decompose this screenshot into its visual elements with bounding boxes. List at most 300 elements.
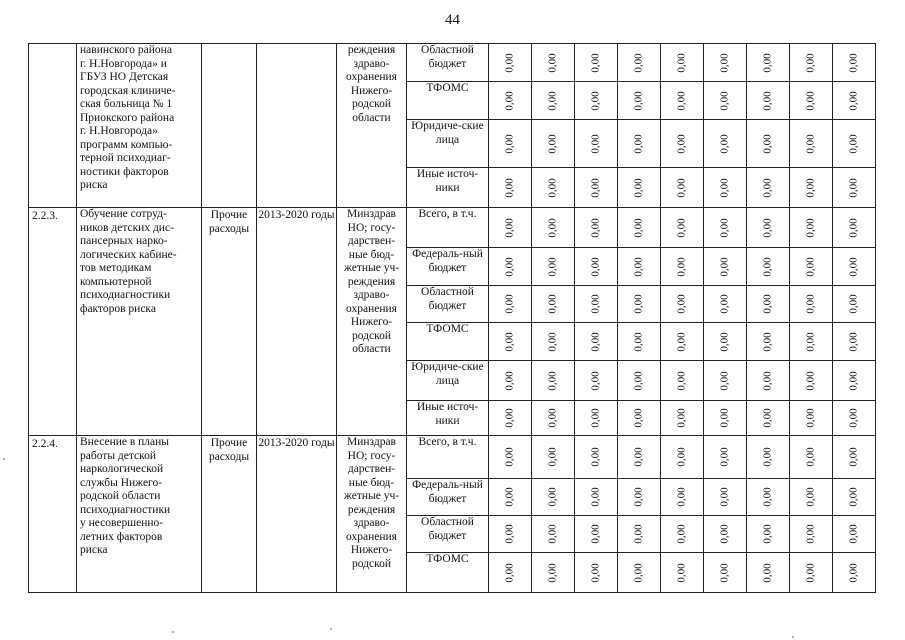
value-text: 0,00 [847,90,860,111]
value-text: 0,00 [632,447,645,467]
value-text: 0,00 [632,524,645,544]
value-cell [747,120,790,168]
value-cell [489,553,532,593]
value-text: 0,00 [546,294,559,314]
value-cell [790,479,833,516]
value-cell [833,44,876,82]
value-cell [747,208,790,248]
value-cell [489,516,532,553]
name-line: у несовершенно- [80,517,164,529]
value-cell [790,248,833,286]
value-text: 0,00 [503,256,516,277]
value-cell [532,436,575,479]
value-cell [747,436,790,479]
value-text: 0,00 [718,256,731,277]
executor-line: ные бюд- [348,476,395,489]
value-text: 0,00 [546,256,559,277]
value-cell [532,168,575,208]
value-cell [747,286,790,323]
executor [337,436,407,593]
executor [337,208,407,436]
value-cell [532,553,575,593]
funding-source: ТФОМС [407,82,489,120]
executor-line: НО; госу- [347,221,396,234]
executor-line: области [352,343,391,355]
expense-type [202,44,257,208]
value-cell [532,479,575,516]
value-text: 0,00 [503,217,516,238]
name-line: ская больница № 1 [80,98,173,110]
value-text: 0,00 [847,447,860,467]
value-text: 0,00 [589,133,602,154]
value-text: 0,00 [546,524,559,544]
value-cell [704,44,747,82]
value-cell [704,361,747,401]
value-text: 0,00 [761,256,774,277]
value-cell [532,323,575,361]
value-text: 0,00 [675,408,688,428]
value-cell [532,248,575,286]
value-text: 0,00 [546,408,559,428]
funding-source: ТФОМС [407,553,489,593]
value-text: 0,00 [804,447,817,467]
value-cell [575,516,618,553]
value-text: 0,00 [632,370,645,391]
name-line: г. Н.Новгорода» [80,125,158,137]
value-text: 0,00 [847,370,860,391]
table-row [29,436,876,479]
value-cell [661,436,704,479]
funding-source: Иные источ-ники [407,401,489,436]
value-cell [489,168,532,208]
period [257,44,337,208]
value-cell [575,323,618,361]
name-line: ГБУЗ НО Детская [80,71,169,83]
value-text: 0,00 [503,447,516,467]
table-row [29,208,876,248]
value-cell [489,436,532,479]
value-cell [704,168,747,208]
value-text: 0,00 [675,487,688,507]
value-cell [704,479,747,516]
value-cell [704,436,747,479]
value-cell [661,286,704,323]
value-text: 0,00 [761,133,774,154]
value-cell [575,120,618,168]
value-text: 0,00 [675,217,688,238]
value-text: 0,00 [718,217,731,238]
value-cell [618,323,661,361]
value-text: 0,00 [589,524,602,544]
value-cell [532,286,575,323]
value-text: 0,00 [847,562,860,583]
value-text: 0,00 [546,217,559,238]
funding-source: ТФОМС [407,323,489,361]
value-text: 0,00 [589,562,602,583]
name-line: ников детских дис- [80,221,174,234]
scan-speck [330,628,332,630]
funding-source: Федераль-ный бюджет [407,248,489,286]
value-cell [575,401,618,436]
value-text: 0,00 [675,177,688,198]
value-cell [489,208,532,248]
value-text: 0,00 [503,408,516,428]
value-text: 0,00 [675,256,688,277]
funding-table [28,43,876,593]
value-text: 0,00 [675,331,688,352]
value-cell [618,479,661,516]
value-text: 0,00 [718,177,731,198]
value-text: 0,00 [589,370,602,391]
value-cell [747,248,790,286]
value-cell [618,82,661,120]
value-text: 0,00 [804,331,817,352]
value-text: 0,00 [632,133,645,154]
value-text: 0,00 [718,524,731,544]
item-name [77,436,202,593]
funding-source: Юридиче-ские лица [407,120,489,168]
name-line: компьютерной [80,275,152,288]
value-cell [833,286,876,323]
value-text: 0,00 [761,487,774,507]
value-text: 0,00 [804,217,817,238]
value-text: 0,00 [847,408,860,428]
value-cell [833,361,876,401]
value-text: 0,00 [503,524,516,544]
item-number: 2.2.3. [29,208,77,436]
value-cell [532,401,575,436]
value-text: 0,00 [546,133,559,154]
value-cell [704,286,747,323]
value-cell [833,168,876,208]
value-cell [618,361,661,401]
value-text: 0,00 [503,370,516,391]
value-text: 0,00 [675,447,688,467]
value-text: 0,00 [761,217,774,238]
value-text: 0,00 [589,408,602,428]
name-line: программ компью- [80,138,173,151]
value-cell [532,516,575,553]
item-number [29,44,77,208]
executor-line: реждения [347,275,396,288]
value-cell [790,82,833,120]
value-cell [747,168,790,208]
value-text: 0,00 [675,370,688,391]
funding-source: Областной бюджет [407,44,489,82]
executor-line: ные бюд- [348,248,395,261]
value-text: 0,00 [718,447,731,467]
value-cell [489,82,532,120]
value-text: 0,00 [847,177,860,198]
value-text: 0,00 [503,562,516,583]
value-cell [790,553,833,593]
name-line: летних факторов [80,530,163,543]
value-cell [489,286,532,323]
value-text: 0,00 [632,217,645,238]
value-cell [489,120,532,168]
page-number: 44 [445,12,460,28]
value-cell [833,516,876,553]
value-cell [661,208,704,248]
value-text: 0,00 [761,408,774,428]
value-cell [661,168,704,208]
expense-type: Прочие расходы [202,436,257,593]
executor-line: Нижего- [350,316,393,328]
value-cell [747,44,790,82]
value-text: 0,00 [503,177,516,198]
value-text: 0,00 [718,331,731,352]
value-cell [618,553,661,593]
value-text: 0,00 [546,562,559,583]
value-cell [661,120,704,168]
value-cell [618,286,661,323]
value-cell [704,248,747,286]
value-text: 0,00 [632,294,645,314]
value-cell [661,248,704,286]
name-line: городская клиниче- [80,84,176,97]
value-text: 0,00 [632,487,645,507]
value-text: 0,00 [546,370,559,391]
value-cell [661,361,704,401]
value-cell [532,44,575,82]
value-text: 0,00 [503,331,516,352]
name-line: работы детской [80,449,157,462]
value-cell [704,553,747,593]
value-cell [575,248,618,286]
executor-line: здраво- [353,517,390,529]
value-cell [618,168,661,208]
value-text: 0,00 [804,562,817,583]
value-text: 0,00 [847,133,860,154]
funding-source: Иные источ-ники [407,168,489,208]
value-cell [661,553,704,593]
value-text: 0,00 [546,331,559,352]
executor-line: области [352,111,391,124]
executor-line: охранения [346,71,397,83]
value-cell [704,323,747,361]
value-cell [790,361,833,401]
executor-line: Нижего- [350,544,393,556]
value-text: 0,00 [546,177,559,198]
value-text: 0,00 [718,133,731,154]
funding-source: Областной бюджет [407,286,489,323]
value-text: 0,00 [804,487,817,507]
value-text: 0,00 [804,90,817,111]
value-cell [833,323,876,361]
executor-line: НО; госу- [347,449,396,462]
value-text: 0,00 [761,447,774,467]
table-row [29,44,876,82]
value-cell [489,479,532,516]
value-text: 0,00 [503,133,516,154]
funding-source: Областной бюджет [407,516,489,553]
value-cell [532,208,575,248]
value-cell [618,120,661,168]
value-cell [532,120,575,168]
value-text: 0,00 [546,487,559,507]
value-cell [489,361,532,401]
value-text: 0,00 [675,524,688,544]
value-cell [575,286,618,323]
value-cell [704,82,747,120]
executor-line: реждения [347,44,396,56]
value-cell [833,120,876,168]
value-cell [661,323,704,361]
value-text: 0,00 [632,52,645,73]
value-text: 0,00 [761,177,774,198]
scan-speck [172,631,174,633]
executor-line: охранения [346,302,397,315]
value-text: 0,00 [847,52,860,73]
value-text: 0,00 [761,524,774,544]
funding-source: Всего, в т.ч. [407,436,489,479]
value-text: 0,00 [675,90,688,111]
value-text: 0,00 [804,294,817,314]
value-text: 0,00 [718,52,731,73]
executor-line: здраво- [353,289,390,301]
value-text: 0,00 [589,52,602,73]
value-text: 0,00 [675,52,688,73]
value-text: 0,00 [804,52,817,73]
value-cell [790,401,833,436]
value-text: 0,00 [675,294,688,314]
value-cell [833,248,876,286]
value-cell [661,516,704,553]
value-text: 0,00 [718,294,731,314]
scan-speck [792,636,794,638]
executor-line: жетные уч- [343,490,400,502]
executor-line: здраво- [353,57,390,70]
value-cell [532,82,575,120]
value-text: 0,00 [761,294,774,314]
value-cell [575,208,618,248]
value-cell [833,479,876,516]
value-text: 0,00 [804,133,817,154]
value-text: 0,00 [503,487,516,507]
value-text: 0,00 [804,370,817,391]
value-text: 0,00 [632,90,645,111]
executor-line: родской [351,329,392,342]
value-cell [618,516,661,553]
value-text: 0,00 [718,90,731,111]
value-cell [575,44,618,82]
name-line: службы Нижего- [80,476,163,489]
value-cell [747,479,790,516]
executor-line: Минздрав [346,436,396,448]
value-cell [489,401,532,436]
value-cell [661,479,704,516]
value-text: 0,00 [546,52,559,73]
value-cell [833,82,876,120]
value-cell [661,401,704,436]
item-name [77,44,202,208]
executor [337,44,407,208]
value-cell [704,120,747,168]
funding-source: Федераль-ный бюджет [407,479,489,516]
name-line: риска [80,179,108,191]
executor-line: дарствен- [347,235,396,247]
item-number: 2.2.4. [29,436,77,593]
value-text: 0,00 [632,562,645,583]
name-line: наркологической [80,463,164,475]
value-cell [661,44,704,82]
executor-line: родской [351,98,392,110]
value-cell [747,323,790,361]
value-text: 0,00 [761,52,774,73]
value-text: 0,00 [804,524,817,544]
period: 2013-2020 годы [257,436,337,593]
value-text: 0,00 [847,294,860,314]
name-line: Внесение в планы [80,436,170,448]
value-text: 0,00 [675,133,688,154]
value-text: 0,00 [804,256,817,277]
value-text: 0,00 [589,331,602,352]
value-cell [618,436,661,479]
name-line: факторов риска [80,302,156,315]
value-text: 0,00 [847,331,860,352]
executor-line: Минздрав [346,208,396,220]
value-cell [833,401,876,436]
value-cell [575,436,618,479]
funding-source: Всего, в т.ч. [407,208,489,248]
value-text: 0,00 [589,217,602,238]
name-line: психодиагностики [80,289,171,301]
value-cell [575,168,618,208]
executor-line: жетные уч- [343,262,400,274]
value-cell [790,44,833,82]
value-cell [747,361,790,401]
value-text: 0,00 [847,256,860,277]
value-cell [833,553,876,593]
value-text: 0,00 [589,447,602,467]
value-text: 0,00 [718,370,731,391]
value-cell [790,516,833,553]
value-text: 0,00 [761,90,774,111]
name-line: г. Н.Новгорода» и [80,57,167,70]
value-text: 0,00 [632,331,645,352]
value-cell [790,323,833,361]
value-cell [575,479,618,516]
name-line: риска [80,544,108,556]
value-cell [575,553,618,593]
value-cell [661,82,704,120]
value-cell [704,208,747,248]
value-cell [790,168,833,208]
value-text: 0,00 [546,447,559,467]
value-cell [747,516,790,553]
executor-line: охранения [346,530,397,543]
period: 2013-2020 годы [257,208,337,436]
name-line: навинского района [80,44,172,56]
value-text: 0,00 [589,90,602,111]
name-line: Приокского района [80,111,175,124]
value-cell [833,208,876,248]
funding-source: Юридиче-ские лица [407,361,489,401]
scan-speck [3,458,5,460]
value-cell [747,82,790,120]
value-cell [618,401,661,436]
value-cell [833,436,876,479]
value-text: 0,00 [589,256,602,277]
value-cell [618,248,661,286]
name-line: терной психодиаг- [80,152,171,164]
executor-line: родской [351,557,392,570]
value-text: 0,00 [761,370,774,391]
value-cell [704,401,747,436]
value-cell [747,553,790,593]
value-cell [489,44,532,82]
value-cell [790,208,833,248]
